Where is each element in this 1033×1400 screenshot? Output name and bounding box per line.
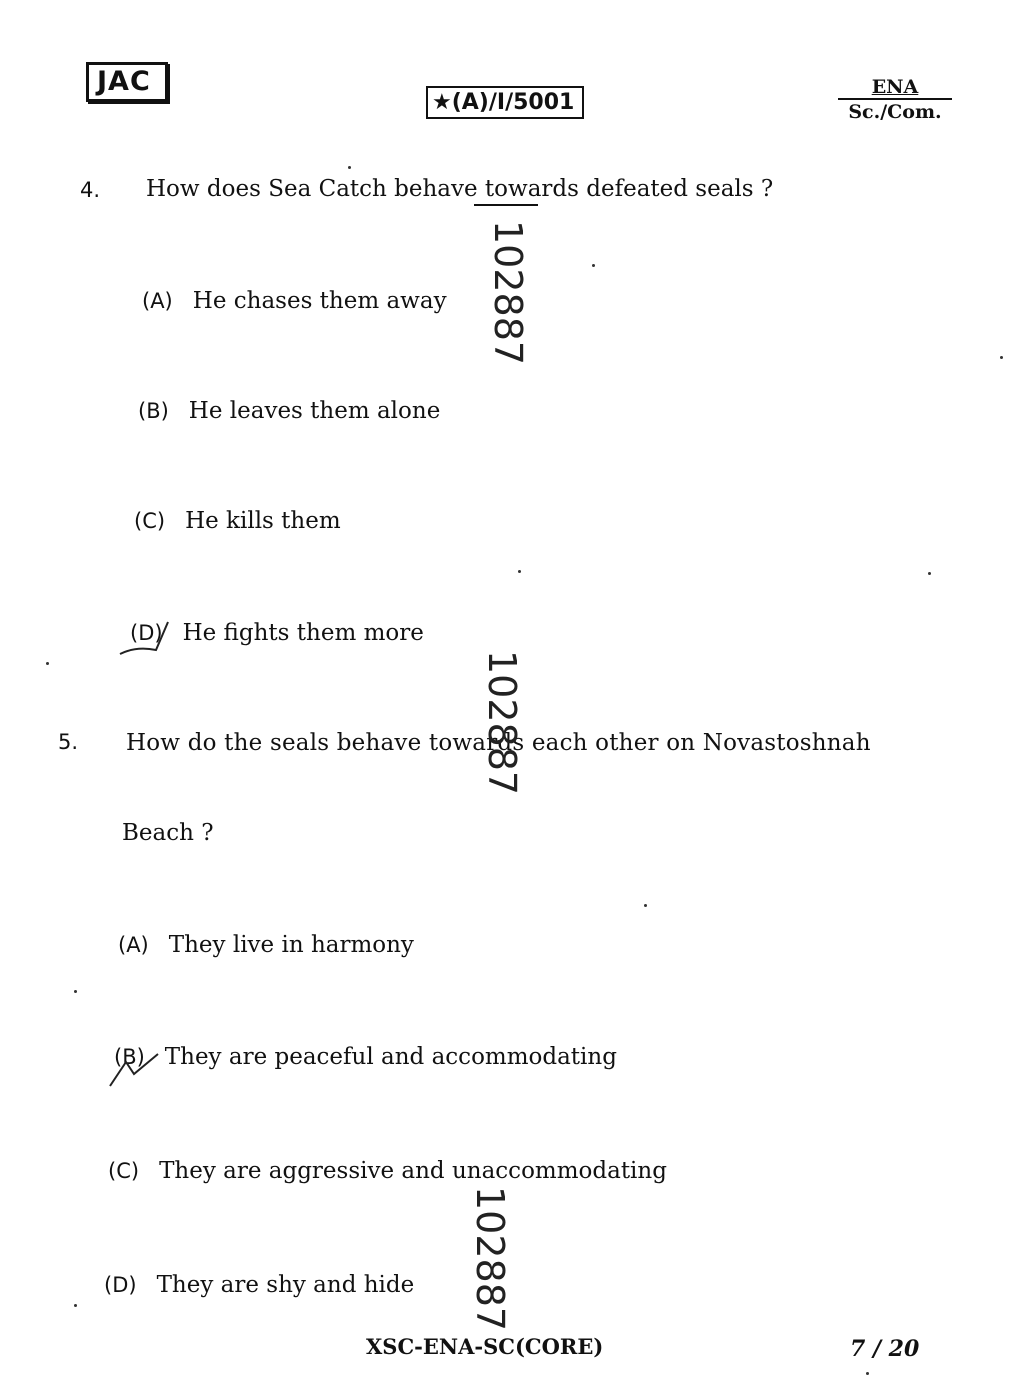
scan-speck (74, 1304, 77, 1307)
question-5-option-a (118, 932, 414, 958)
question-4-option-b (138, 398, 440, 424)
option-label: (D) (130, 621, 163, 645)
option-text: He kills them (185, 508, 341, 534)
scan-speck (74, 990, 77, 993)
answer-tick-mark-icon (116, 616, 176, 662)
paper-code: ★(A)/I/5001 (426, 86, 584, 119)
scan-speck (866, 1372, 869, 1375)
question-5-number: 5. (58, 730, 79, 754)
question-4-option-c (134, 508, 341, 534)
serial-stamp: 102887 (486, 220, 530, 366)
question-5-option-b (114, 1044, 617, 1070)
option-text: They are aggressive and unaccommodating (159, 1158, 667, 1184)
option-label: (C) (108, 1159, 140, 1183)
scan-speck (46, 662, 49, 665)
option-label: (B) (138, 399, 169, 423)
option-label: (D) (104, 1273, 137, 1297)
option-text: They are peaceful and accommodating (164, 1044, 617, 1070)
option-text: He leaves them alone (188, 398, 441, 424)
option-text: They are shy and hide (156, 1272, 415, 1298)
subject-code: ENA (871, 76, 919, 98)
scan-speck (518, 570, 521, 573)
subject-divider (838, 98, 952, 100)
stream-label: Sc./Com. (848, 101, 942, 123)
option-label: (A) (118, 933, 149, 957)
question-5-text-line1: How do the seals behave towards each other on Novastoshnah (126, 730, 871, 756)
question-5-option-d (104, 1272, 414, 1298)
scan-speck (348, 166, 351, 169)
page-number: 7 / 20 (850, 1336, 920, 1362)
question-4-text: How does Sea Catch behave towards defeated seals ? (146, 176, 774, 202)
footer-code: XSC-ENA-SC(CORE) (366, 1334, 604, 1359)
answer-tick-mark-icon (104, 1040, 164, 1092)
scan-speck (644, 904, 647, 907)
scan-speck (592, 264, 595, 267)
serial-stamp: 102887 (480, 650, 524, 796)
option-label: (C) (134, 509, 166, 533)
option-label: (B) (114, 1045, 145, 1069)
option-text: He fights them more (182, 620, 424, 646)
question-5-text-line2: Beach ? (122, 820, 214, 846)
subject-block (838, 76, 952, 123)
question-4-number: 4. (80, 178, 101, 202)
scan-speck (1000, 356, 1003, 359)
scan-speck (928, 572, 931, 575)
strike-mark (474, 204, 538, 206)
board-label: JAC (86, 62, 168, 102)
option-label: (A) (142, 289, 173, 313)
option-text: They live in harmony (168, 932, 414, 958)
question-4-option-a (142, 288, 447, 314)
serial-stamp: 102887 (468, 1186, 512, 1332)
option-text: He chases them away (192, 288, 447, 314)
question-5-option-c (108, 1158, 667, 1184)
